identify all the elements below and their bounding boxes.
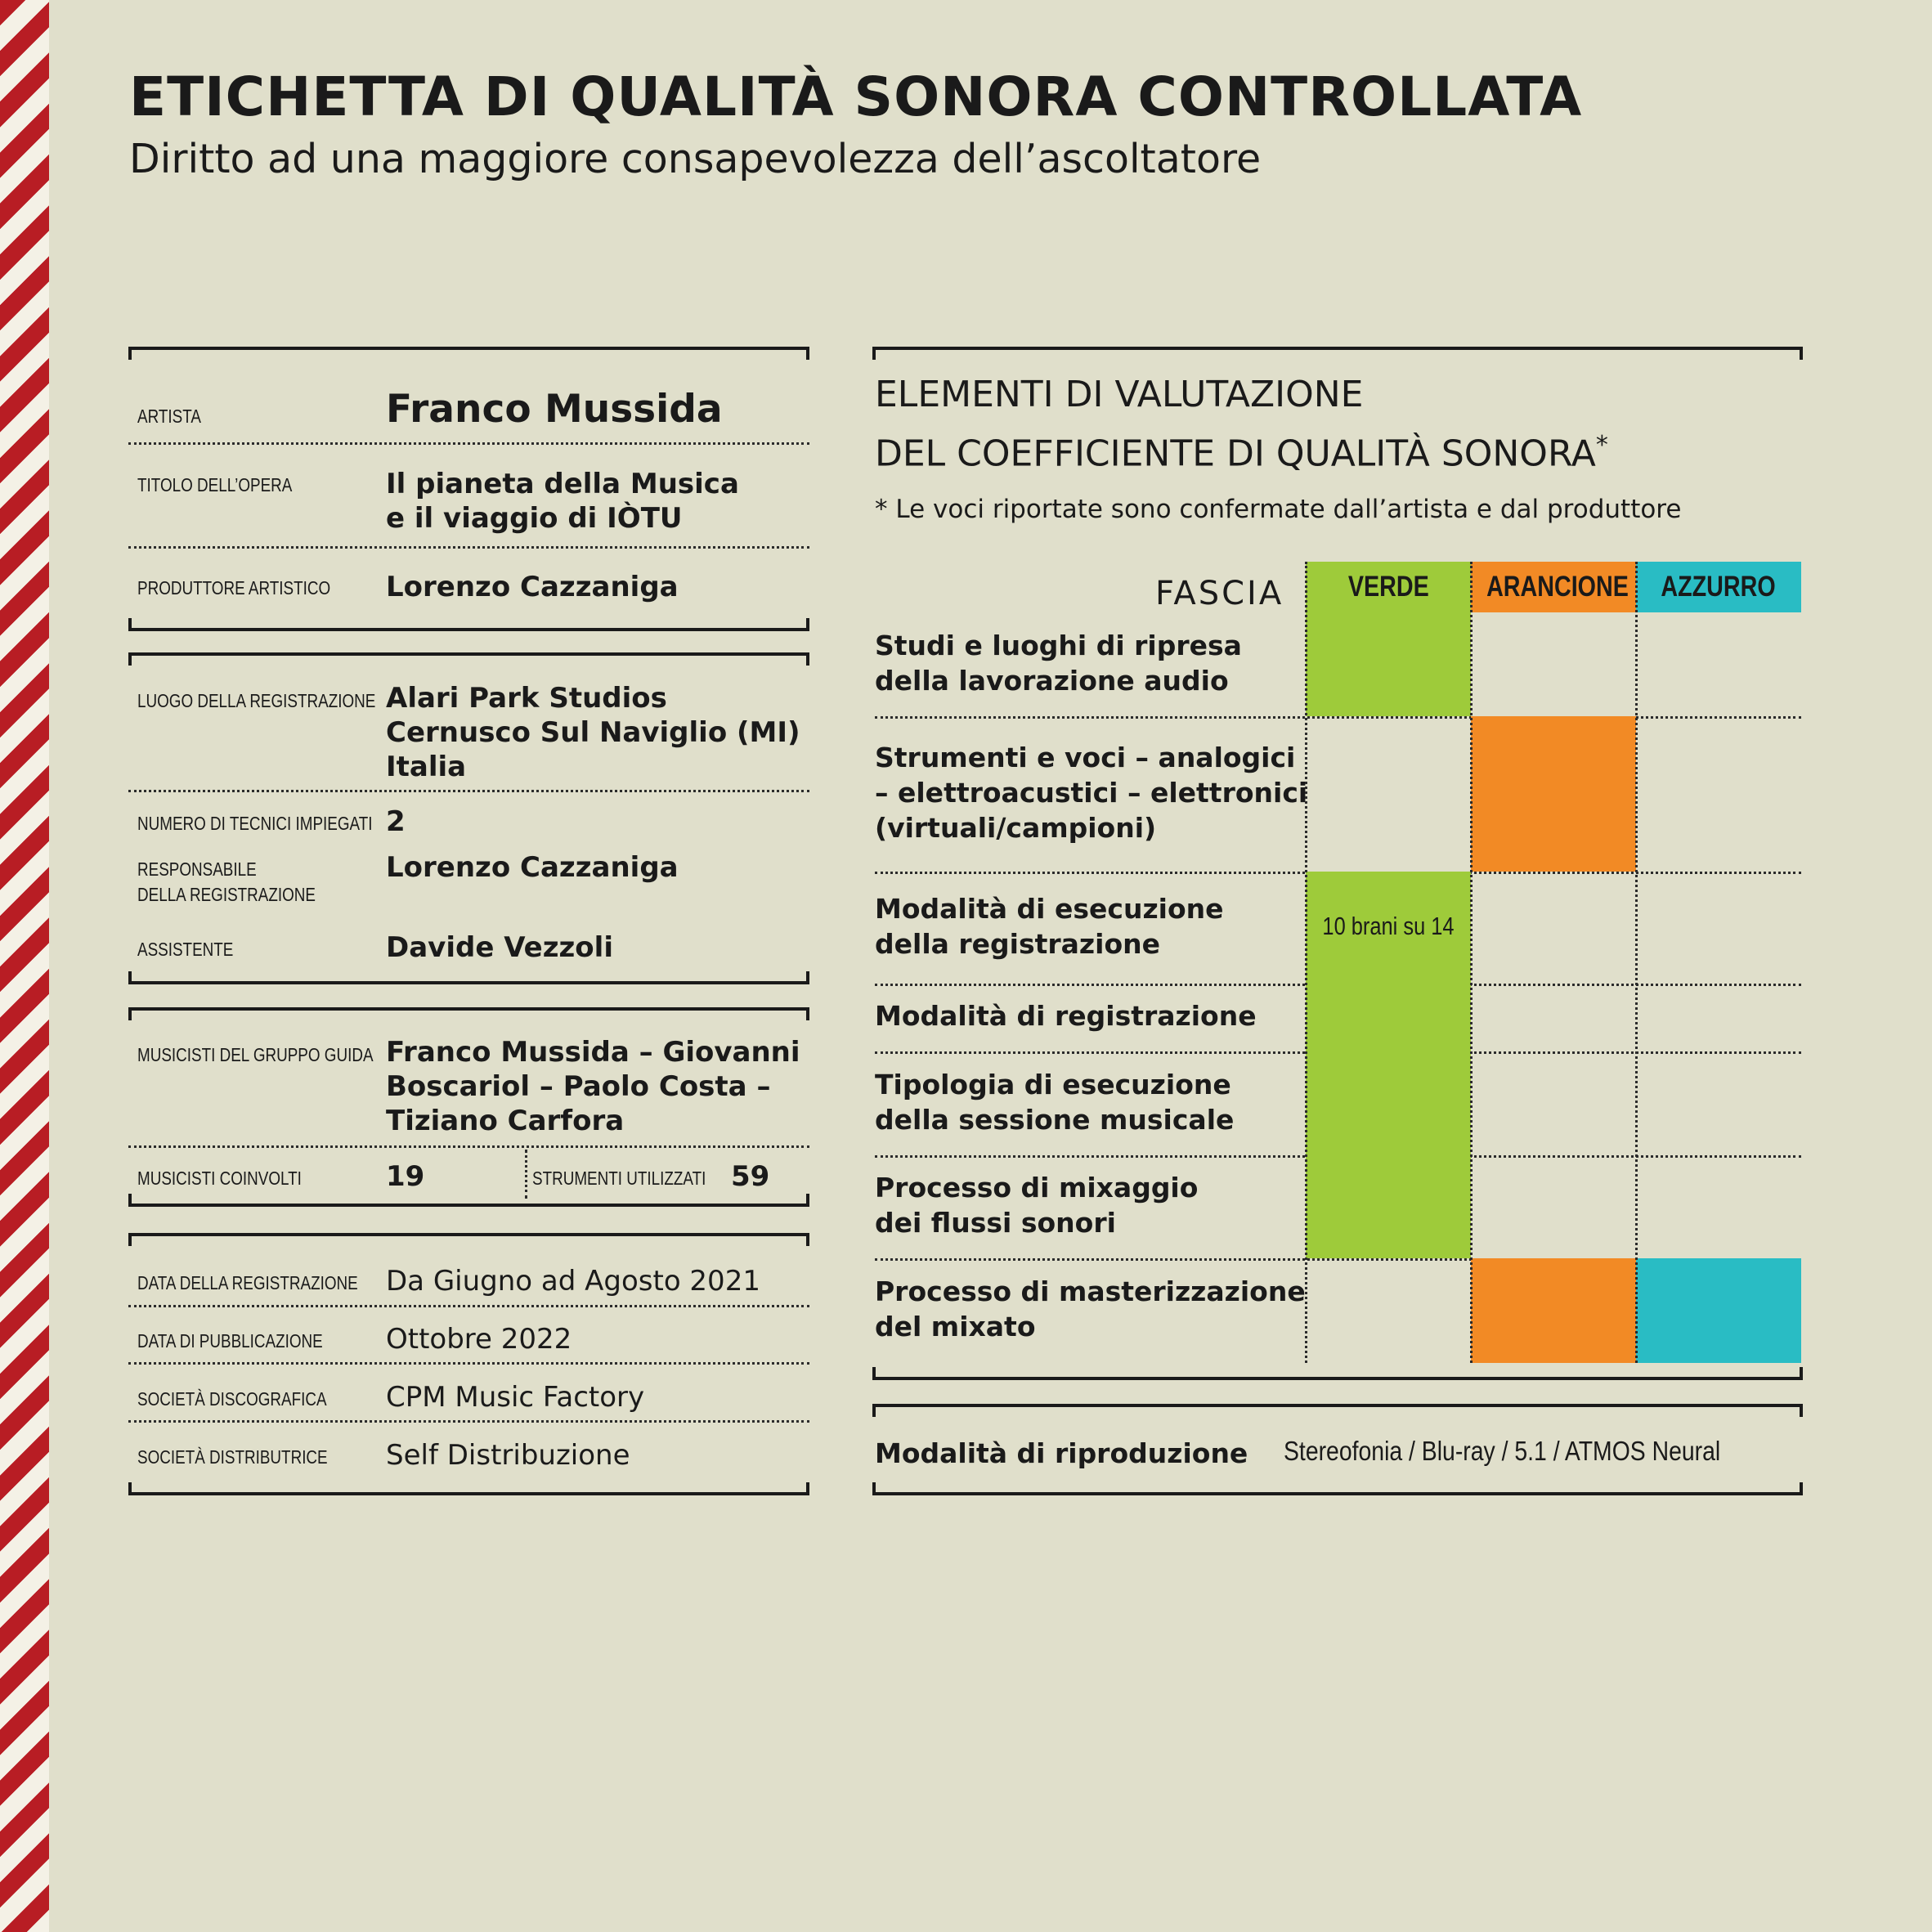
assistant-value: Davide Vezzoli <box>386 931 613 964</box>
lead-musicians-label: MUSICISTI DEL GRUPPO GUIDA <box>137 1044 374 1065</box>
recording-date-value: Da Giugno ad Agosto 2021 <box>386 1265 760 1298</box>
rating-cell-verde <box>1306 1155 1471 1258</box>
row-label: Processo di mixaggio dei flussi sonori <box>875 1172 1199 1239</box>
column-divider <box>1470 562 1473 1363</box>
rating-cell-verde <box>1306 612 1471 716</box>
column-header-arancione: ARANCIONE <box>1471 562 1636 612</box>
rating-cell-azzurro <box>1636 1258 1801 1363</box>
publication-date-label: DATA DI PUBBLICAZIONE <box>137 1330 323 1352</box>
location-label: LUOGO DELLA REGISTRAZIONE <box>137 690 376 711</box>
musicians-involved-label: MUSICISTI COINVOLTI <box>137 1168 302 1189</box>
evaluation-note: * Le voci riportate sono confermate dall’artista e dal produttore <box>875 495 1682 524</box>
work-title-value: Il pianeta della Musica e il viaggio di IÒTU <box>386 468 739 535</box>
decorative-stripe-border <box>0 0 49 1932</box>
rating-cell-arancione <box>1471 716 1636 872</box>
work-title-label: TITOLO DELL’OPERA <box>137 474 293 495</box>
row-label: Processo di masterizzazione del mixato <box>875 1275 1306 1343</box>
location-value: Alari Park Studios Cernusco Sul Naviglio (MI) Italia <box>386 682 800 783</box>
artist-value: Franco Mussida <box>386 387 723 432</box>
publication-date-value: Ottobre 2022 <box>386 1323 572 1356</box>
technicians-value: 2 <box>386 805 406 838</box>
recording-date-label: DATA DELLA REGISTRAZIONE <box>137 1272 358 1293</box>
row-note: 10 brani su 14 <box>1322 911 1455 940</box>
producer-value: Lorenzo Cazzaniga <box>386 571 679 603</box>
page-subtitle: Diritto ad una maggiore consapevolezza dell’ascoltatore <box>129 136 1262 182</box>
row-label: Modalità di registrazione <box>875 1000 1257 1032</box>
assistant-label: ASSISTENTE <box>137 939 234 960</box>
instruments-used-label: STRUMENTI UTILIZZATI <box>532 1168 706 1189</box>
lead-musicians-value: Franco Mussida – Giovanni Boscariol – Paolo Costa – Tiziano Carfora <box>386 1036 800 1137</box>
column-header-azzurro: AZZURRO <box>1636 562 1801 612</box>
playback-value: Stereofonia / Blu-ray / 5.1 / ATMOS Neural <box>1284 1436 1721 1466</box>
row-label: Strumenti e voci – analogici – elettroacustici – elettronici (virtuali/campioni) <box>875 741 1308 844</box>
musicians-involved-value: 19 <box>386 1160 425 1193</box>
label-company-value: CPM Music Factory <box>386 1381 645 1414</box>
technicians-label: NUMERO DI TECNICI IMPIEGATI <box>137 813 373 834</box>
row-divider <box>875 716 1801 719</box>
evaluation-heading-line2: DEL COEFFICIENTE DI QUALITÀ SONORA* <box>875 431 1608 475</box>
row-label: Tipologia di esecuzione della sessione musicale <box>875 1068 1235 1136</box>
recording-manager-value: Lorenzo Cazzaniga <box>386 851 679 884</box>
page-title: ETICHETTA DI QUALITÀ SONORA CONTROLLATA <box>129 65 1583 128</box>
artist-label: ARTISTA <box>137 406 201 427</box>
producer-label: PRODUTTORE ARTISTICO <box>137 577 331 598</box>
asterisk-mark: * <box>1595 431 1608 459</box>
rating-cell-arancione <box>1471 1258 1636 1363</box>
label-company-label: SOCIETÀ DISCOGRAFICA <box>137 1388 327 1410</box>
column-divider <box>1305 562 1307 1363</box>
evaluation-heading-line1: ELEMENTI DI VALUTAZIONE <box>875 374 1364 415</box>
column-divider <box>1635 562 1638 1363</box>
instruments-used-value: 59 <box>731 1160 770 1193</box>
rating-cell-verde <box>1306 1051 1471 1155</box>
playback-label: Modalità di riproduzione <box>875 1437 1248 1469</box>
distributor-value: Self Distribuzione <box>386 1439 630 1472</box>
distributor-label: SOCIETÀ DISTRIBUTRICE <box>137 1446 328 1468</box>
row-label: Modalità di esecuzione della registrazione <box>875 892 1224 960</box>
rating-cell-verde <box>1306 984 1471 1051</box>
row-label: Studi e luoghi di ripresa della lavorazione audio <box>875 629 1242 697</box>
band-label: FASCIA <box>1155 575 1284 612</box>
recording-manager-label: RESPONSABILE DELLA REGISTRAZIONE <box>137 858 316 905</box>
column-header-verde: VERDE <box>1306 562 1471 612</box>
